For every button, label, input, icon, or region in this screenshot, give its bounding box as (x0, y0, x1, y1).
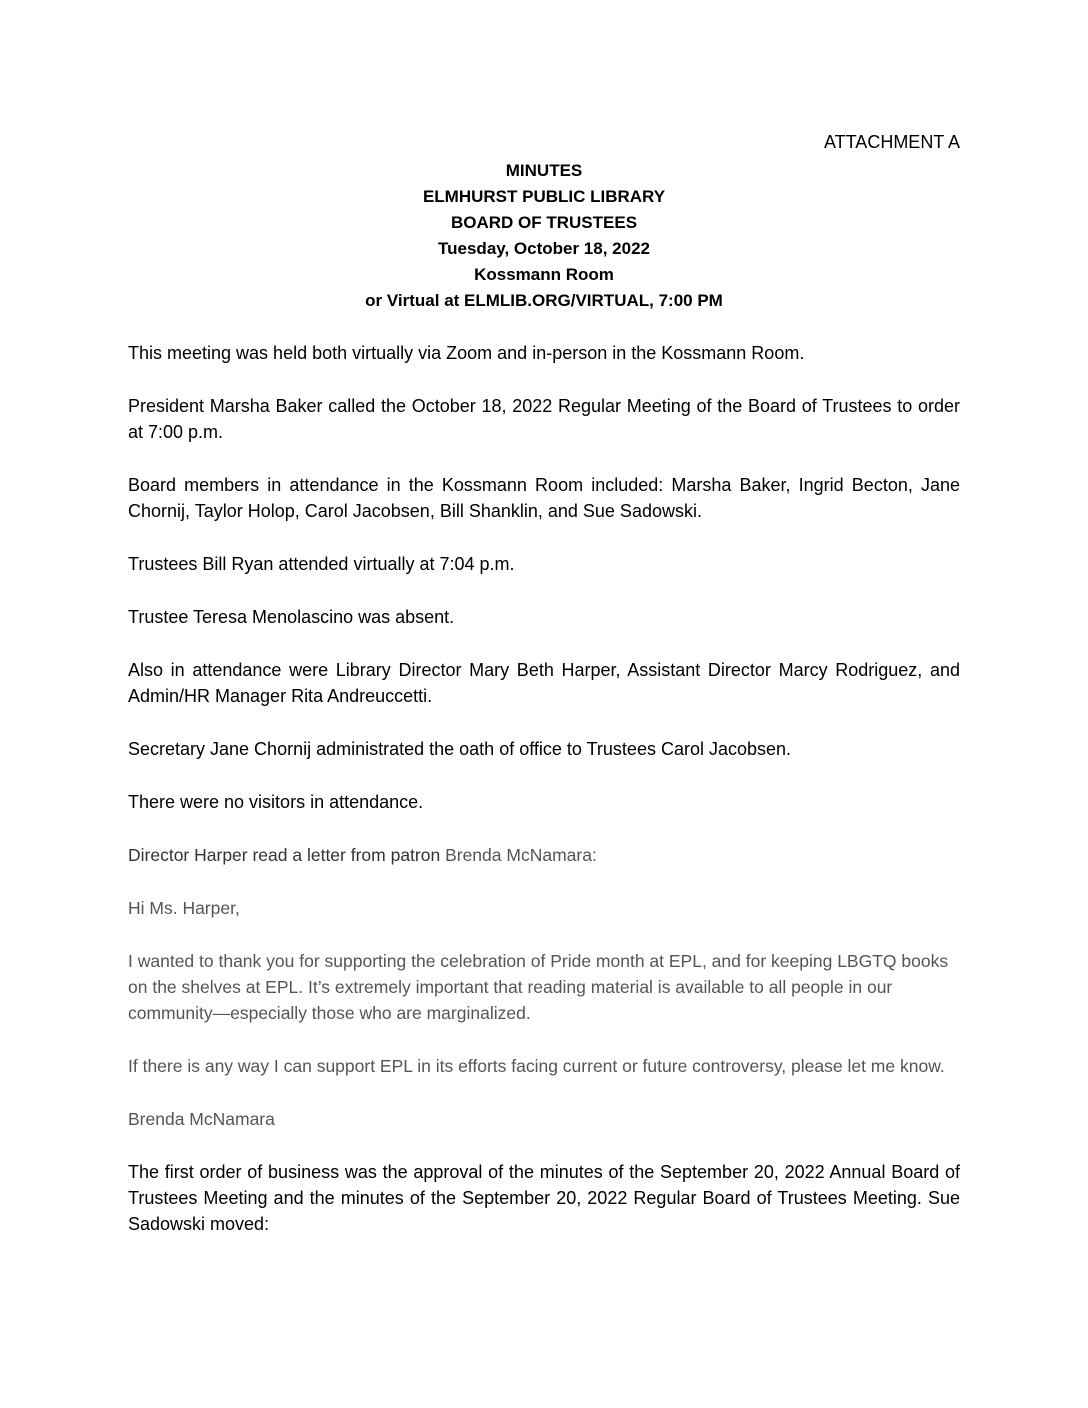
letter-greeting: Hi Ms. Harper, (128, 898, 240, 918)
heading-virtual: or Virtual at ELMLIB.ORG/VIRTUAL, 7:00 PM (365, 291, 723, 310)
paragraph-staff-attendance: Also in attendance were Library Director Mary Beth Harper, Assistant Director Marcy Rodriguez, and Admin/HR Manager Rita Andreuccetti. (128, 660, 960, 706)
heading-library-name: ELMHURST PUBLIC LIBRARY (422, 187, 666, 206)
paragraph-letter-intro (128, 842, 960, 868)
letter-signature: Brenda McNamara (128, 1109, 275, 1129)
paragraph-call-to-order: President Marsha Baker called the October 18, 2022 Regular Meeting of the Board of Trustees to order at 7:00 p.m. (128, 396, 960, 442)
paragraph-absent: Trustee Teresa Menolascino was absent. (128, 607, 455, 627)
minutes-body (128, 340, 960, 1237)
paragraph-oath: Secretary Jane Chornij administrated the oath of office to Trustees Carol Jacobsen. (128, 739, 792, 759)
minutes-heading (0, 158, 1088, 314)
paragraph-meeting-format: This meeting was held both virtually via Zoom and in-person in the Kossmann Room. (128, 343, 805, 363)
paragraph-visitors: There were no visitors in attendance. (128, 792, 424, 812)
heading-board: BOARD OF TRUSTEES (450, 213, 638, 232)
heading-date: Tuesday, October 18, 2022 (438, 239, 650, 258)
patron-name: Brenda McNamara (445, 845, 592, 865)
paragraph-minutes-approval: The first order of business was the approval of the minutes of the September 20, 2022 Annual Board of Trustees Meeting and the minutes of the September 20, 2022 Regular Board of Trustees Meeting. Sue Sadowski moved: (128, 1162, 960, 1234)
letter-paragraph-thanks: I wanted to thank you for supporting the celebration of Pride month at EPL, and for keeping LBGTQ books on the shelves at EPL. It’s extremely important that reading material is available to all people in our community—especially those who are marginalized. (128, 951, 949, 1023)
paragraph-virtual-attendance: Trustees Bill Ryan attended virtually at 7:04 p.m. (128, 554, 515, 574)
heading-minutes: MINUTES (505, 161, 583, 180)
heading-room: Kossmann Room (474, 265, 614, 284)
letter-intro-colon: : (591, 845, 597, 865)
paragraph-attendance: Board members in attendance in the Kossmann Room included: Marsha Baker, Ingrid Becton, Jane Chornij, Taylor Holop, Carol Jacobsen, Bill Shanklin, and Sue Sadowski. (128, 475, 960, 521)
attachment-label: ATTACHMENT A (823, 132, 960, 152)
letter-intro-text: Director Harper read a letter from patron (128, 845, 446, 865)
letter-paragraph-support: If there is any way I can support EPL in its efforts facing current or future controversy, please let me know. (128, 1056, 945, 1076)
